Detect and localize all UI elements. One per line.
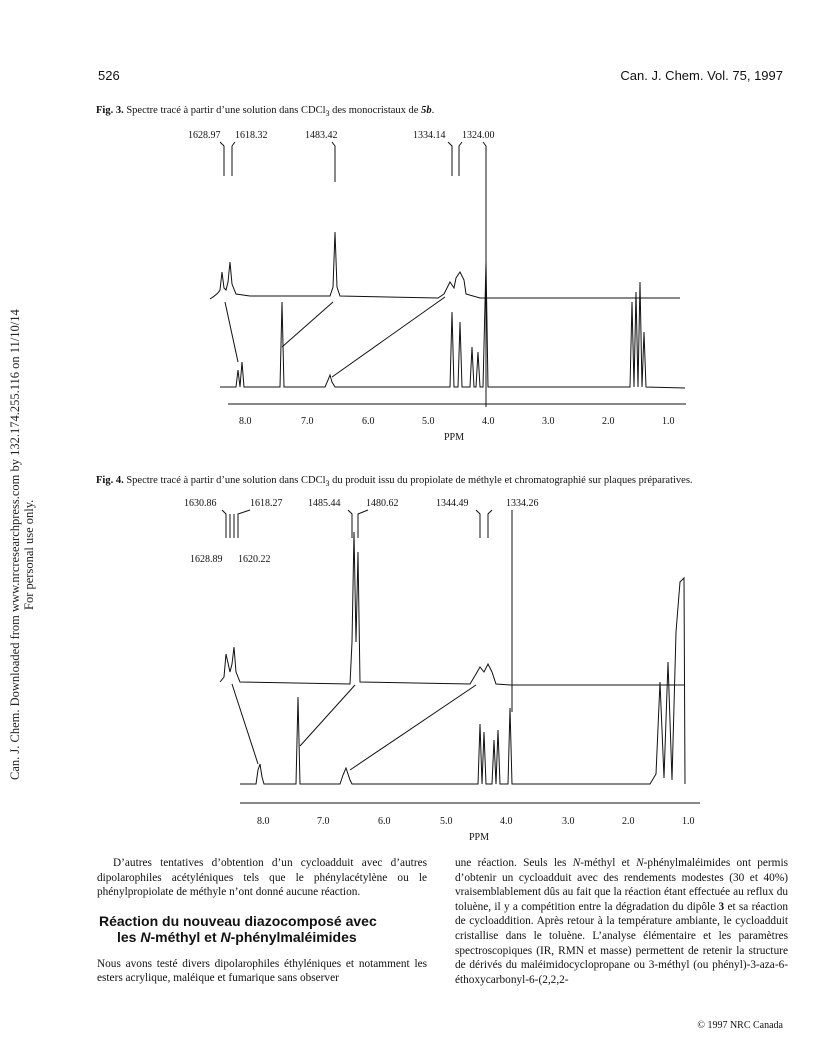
fig4-peak-label: 1334.26: [506, 498, 539, 509]
fig4-tick-label: 5.0: [440, 816, 453, 827]
fig3-peak-label: 1483.42: [305, 130, 338, 141]
figure3-caption-compound: 5b: [421, 105, 432, 116]
paragraph: une réaction. Seuls les N-méthyl et N-phénylmaléimides ont permis d’obtenir un cycloadduit avec des rendements modestes (30 et 40%) vraisemblablement dûs au fait que la réaction étant effectuée au reflux du toluène, il y a compétition entre la dégradation du dipôle 3 et sa réaction de cycloaddition. Après retour à la température ambiante, le cycloadduit cristallise dans le toluène. L’analyse élémentaire et les paramètres spectroscopiques (IR, RMN et masse) permettent de retenir la structure de dérivés du maléimidocyclopropane ou 3-méthyl (ou phényl)-3-aza-6-éthoxycarbonyl-6-(2,2,2-: [455, 857, 788, 986]
fig4-tick-label: 2.0: [622, 816, 635, 827]
fig3-tick-label: 1.0: [662, 416, 675, 427]
fig4-connector: [300, 685, 355, 746]
figure4-caption-subscript: 3: [325, 479, 330, 489]
fig4-expansion-trace: [220, 532, 685, 685]
fig3-tick-label: 4.0: [482, 416, 495, 427]
fig3-expansion-trace: [210, 232, 680, 299]
figure4-caption-text: Spectre tracé à partir d’une solution dans CDCl: [126, 475, 326, 486]
fig3-tick-label: 5.0: [422, 416, 435, 427]
fig4-tick-label: 4.0: [500, 816, 513, 827]
fig4-connector: [350, 685, 476, 770]
paragraph: Nous avons testé divers dipolarophiles éthyléniques et notamment les esters acrylique, maléique et fumarique sans observer: [97, 957, 427, 985]
figure3-caption-text: Spectre tracé à partir d’une solution dans CDCl: [126, 105, 326, 116]
figure4-caption-text-2: du produit issu du propiolate de méthyle et chromatographié sur plaques préparatives.: [329, 475, 693, 486]
fig4-tick-label: 1.0: [682, 816, 695, 827]
fig4-tick-label: 7.0: [317, 816, 330, 827]
fig4-axis-label: PPM: [469, 832, 490, 842]
fig3-tick-label: 6.0: [362, 416, 375, 427]
fig4-peak-label: 1618.27: [250, 498, 283, 509]
fig4-peak-label: 1480.62: [366, 498, 399, 509]
fig4-peak-label: 1630.86: [184, 498, 217, 509]
fig3-axis-label: PPM: [444, 432, 465, 442]
fig4-peak-label: 1485.44: [308, 498, 341, 509]
copyright: © 1997 NRC Canada: [697, 1020, 783, 1031]
figure3-caption-end: .: [431, 105, 435, 116]
download-stamp-line1: Can. J. Chem. Downloaded from www.nrcresearchpress.com by 132.174.255.116 on 11/10/14: [8, 309, 22, 780]
figure4-spectrum: [180, 492, 700, 842]
download-stamp: [2, 140, 42, 800]
section-heading: Réaction du nouveau diazocomposé avec les N-méthyl et N-phénylmaléimides: [99, 912, 377, 945]
fig3-main-trace: [220, 262, 685, 388]
journal-reference: Can. J. Chem. Vol. 75, 1997: [620, 68, 783, 83]
fig4-peak-label: 1344.49: [436, 498, 469, 509]
fig3-tick-label: 2.0: [602, 416, 615, 427]
fig3-tick-label: 3.0: [542, 416, 555, 427]
fig3-peak-markers: [220, 142, 486, 407]
fig4-connector: [232, 684, 258, 764]
fig4-peak-label: 1620.22: [238, 554, 271, 565]
figure3-spectrum: [180, 122, 700, 442]
fig3-tick-label: 7.0: [301, 416, 314, 427]
figure3-caption-subscript: 3: [325, 109, 330, 119]
figure3-caption-text-2: des monocristaux de: [329, 105, 422, 116]
left-column: [97, 856, 427, 986]
fig3-peak-label: 1618.32: [235, 130, 268, 141]
figure3-label: Fig. 3.: [96, 105, 124, 116]
download-stamp-line2: For personal use only.: [22, 499, 36, 610]
fig4-main-trace: [240, 578, 685, 784]
page-number: 526: [98, 68, 120, 83]
fig4-tick-label: 3.0: [562, 816, 575, 827]
fig3-peak-label: 1628.97: [188, 130, 221, 141]
fig3-peak-label: 1334.14: [413, 130, 446, 141]
figure4-caption: [96, 474, 693, 490]
fig4-peak-label: 1628.89: [190, 554, 223, 565]
fig3-peak-label: 1324.00: [462, 130, 495, 141]
fig3-tick-label: 8.0: [239, 416, 252, 427]
figure3-caption: [96, 104, 434, 120]
fig3-connector: [282, 302, 333, 347]
fig3-connector: [332, 297, 445, 377]
figure4-label: Fig. 4.: [96, 475, 124, 486]
right-column: [455, 856, 788, 987]
fig4-tick-label: 6.0: [378, 816, 391, 827]
section-heading-line1: Réaction du nouveau diazocomposé avec: [99, 912, 377, 929]
paragraph: D’autres tentatives d’obtention d’un cycloadduit avec d’autres dipolarophiles acétyléniques tels que le phénylacétylène ou le phénylpropiolate de méthyle n’ont donné aucune réaction.: [97, 857, 427, 899]
fig3-connector: [225, 302, 238, 362]
fig4-tick-label: 8.0: [257, 816, 270, 827]
